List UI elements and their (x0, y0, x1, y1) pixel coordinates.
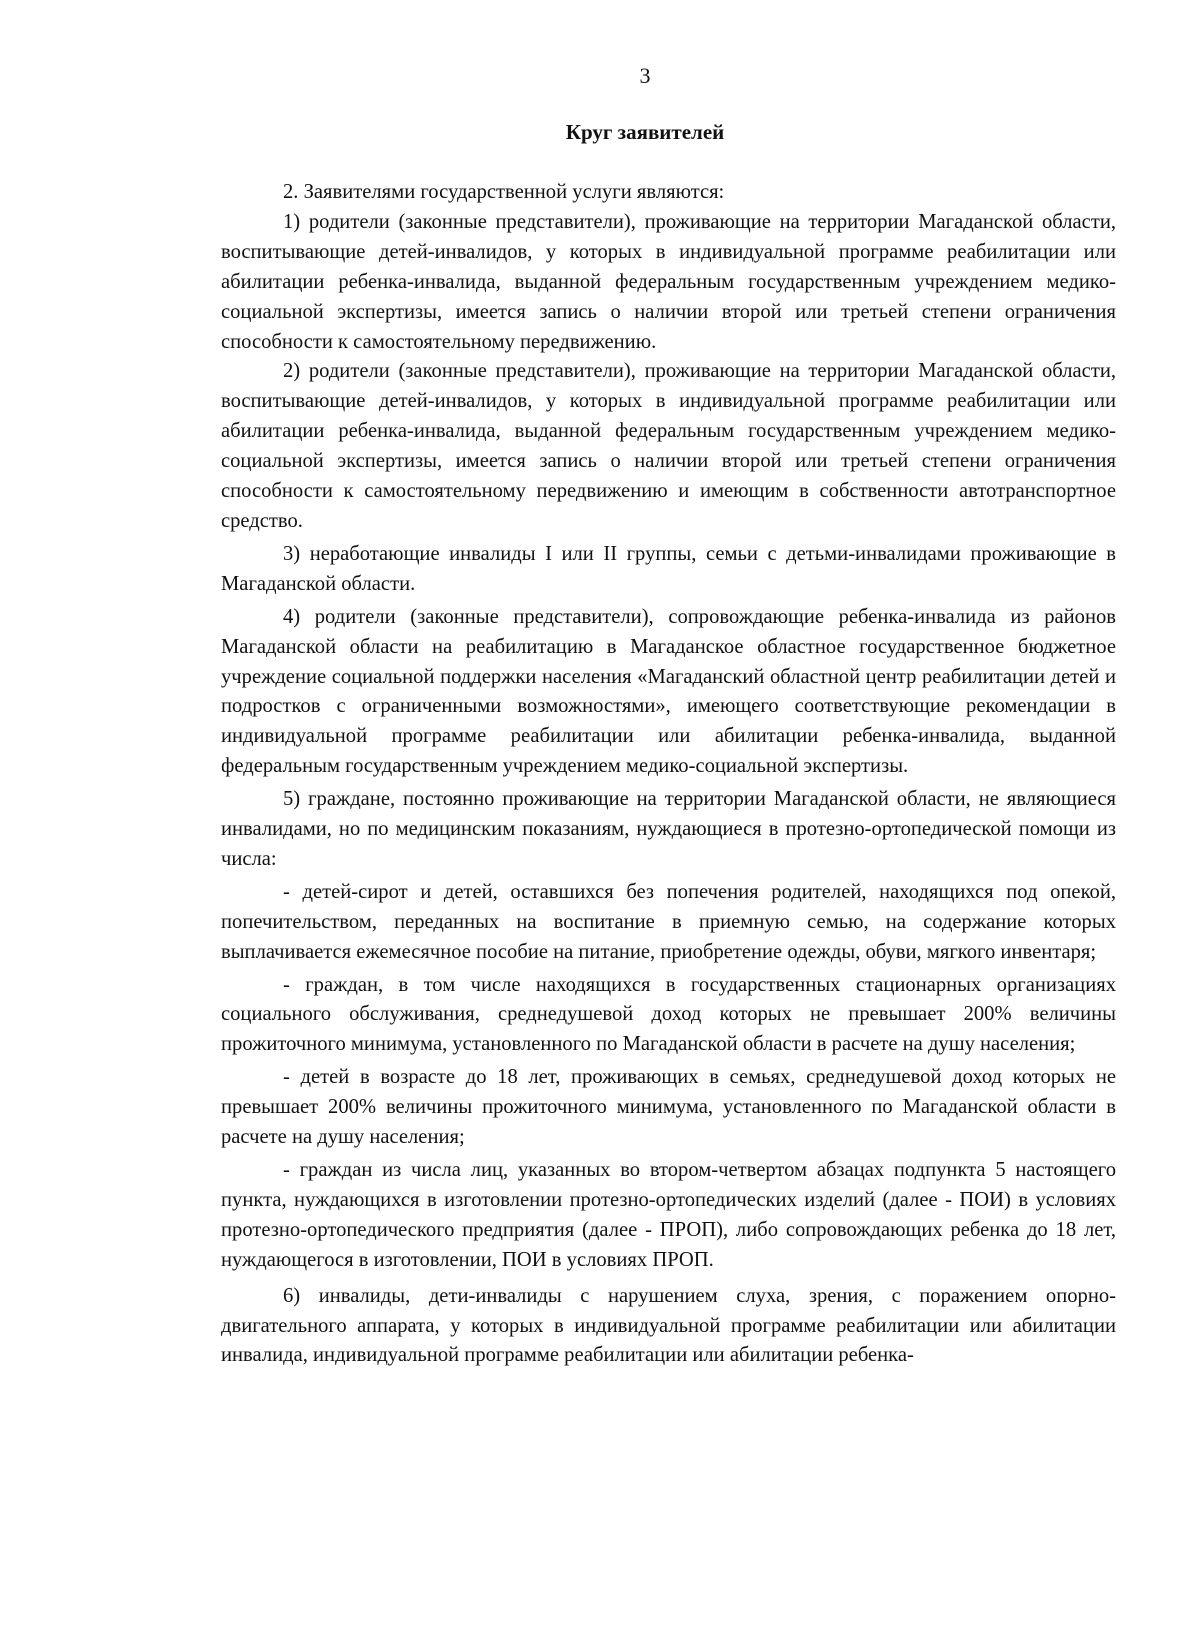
page-number: 3 (639, 63, 651, 88)
paragraph-item-5-low-income-citizens: - граждан, в том числе находящихся в государственных стационарных организациях социального обслуживания, среднедушевой доход которых не превышает 200% величины прожиточного минимума, установленного по Магаданской области в расчете на душу населения; (221, 973, 1116, 1056)
paragraph-item-5-children: - детей в возрасте до 18 лет, проживающих в семьях, среднедушевой доход которых не превышает 200% величины прожиточного минимума, установленного по Магаданской области в расчете на душу населения; (221, 1066, 1116, 1149)
paragraph-item-5-orphans: - детей-сирот и детей, оставшихся без попечения родителей, находящихся под опекой, попечительством, переданных на воспитание в приемную семью, на содержание которых выплачивается ежемесячное пособие на питание, приобретение одежды, обуви, мягкого инвентаря; (221, 880, 1116, 963)
document-body (221, 178, 1116, 1371)
paragraph-intro: 2. Заявителями государственной услуги являются: (283, 181, 725, 203)
section-heading: Круг заявителей (565, 120, 725, 144)
paragraph-item-5: 5) граждане, постоянно проживающие на территории Магаданской области, не являющиеся инвалидами, но по медицинским показаниям, нуждающиеся в протезно-ортопедической помощи из числа: (221, 788, 1116, 870)
paragraph-item-1: 1) родители (законные представители), проживающие на территории Магаданской области, воспитывающие детей-инвалидов, у которых в индивидуальной программе реабилитации или абилитации ребенка-инвалида, выданной федеральным государственным учреждением медико-социальной экспертизы, имеется запись о наличии второй или третьей степени ограничения способности к самостоятельному передвижению. (221, 210, 1116, 353)
paragraph-item-3: 3) неработающие инвалиды I или II группы, семьи с детьми-инвалидами проживающие в Магаданской области. (221, 542, 1116, 595)
paragraph-item-2: 2) родители (законные представители), проживающие на территории Магаданской области, воспитывающие детей-инвалидов, у которых в индивидуальной программе реабилитации или абилитации ребенка-инвалида, выданной федеральным государственным учреждением медико-социальной экспертизы, имеется запись о наличии второй или третьей степени ограничения способности к самостоятельному передвижению и имеющим в собственности автотранспортное средство. (221, 360, 1116, 532)
paragraph-item-4: 4) родители (законные представители), сопровождающие ребенка-инвалида из районов Магаданской области на реабилитацию в Магаданское областное государственное бюджетное учреждение социальной поддержки населения «Магаданский областной центр реабилитации детей и подростков с ограниченными возможностями», имеющего соответствующие рекомендации в индивидуальной программе реабилитации или абилитации ребенка-инвалида, выданной федеральным государственным учреждением медико-социальной экспертизы. (221, 605, 1116, 778)
paragraph-item-5-prosthetics: - граждан из числа лиц, указанных во втором-четвертом абзацах подпункта 5 настоящего пункта, нуждающихся в изготовлении протезно-ортопедических изделий (далее - ПОИ) в условиях протезно-ортопедического предприятия (далее - ПРОП), либо сопровождающих ребенка до 18 лет, нуждающегося в изготовлении, ПОИ в условиях ПРОП. (221, 1159, 1116, 1271)
paragraph-item-6: 6) инвалиды, дети-инвалиды с нарушением слуха, зрения, с поражением опорно-двигательного аппарата, у которых в индивидуальной программе реабилитации или абилитации инвалида, индивидуальной программе реабилитации или абилитации ребенка- (221, 1284, 1116, 1367)
